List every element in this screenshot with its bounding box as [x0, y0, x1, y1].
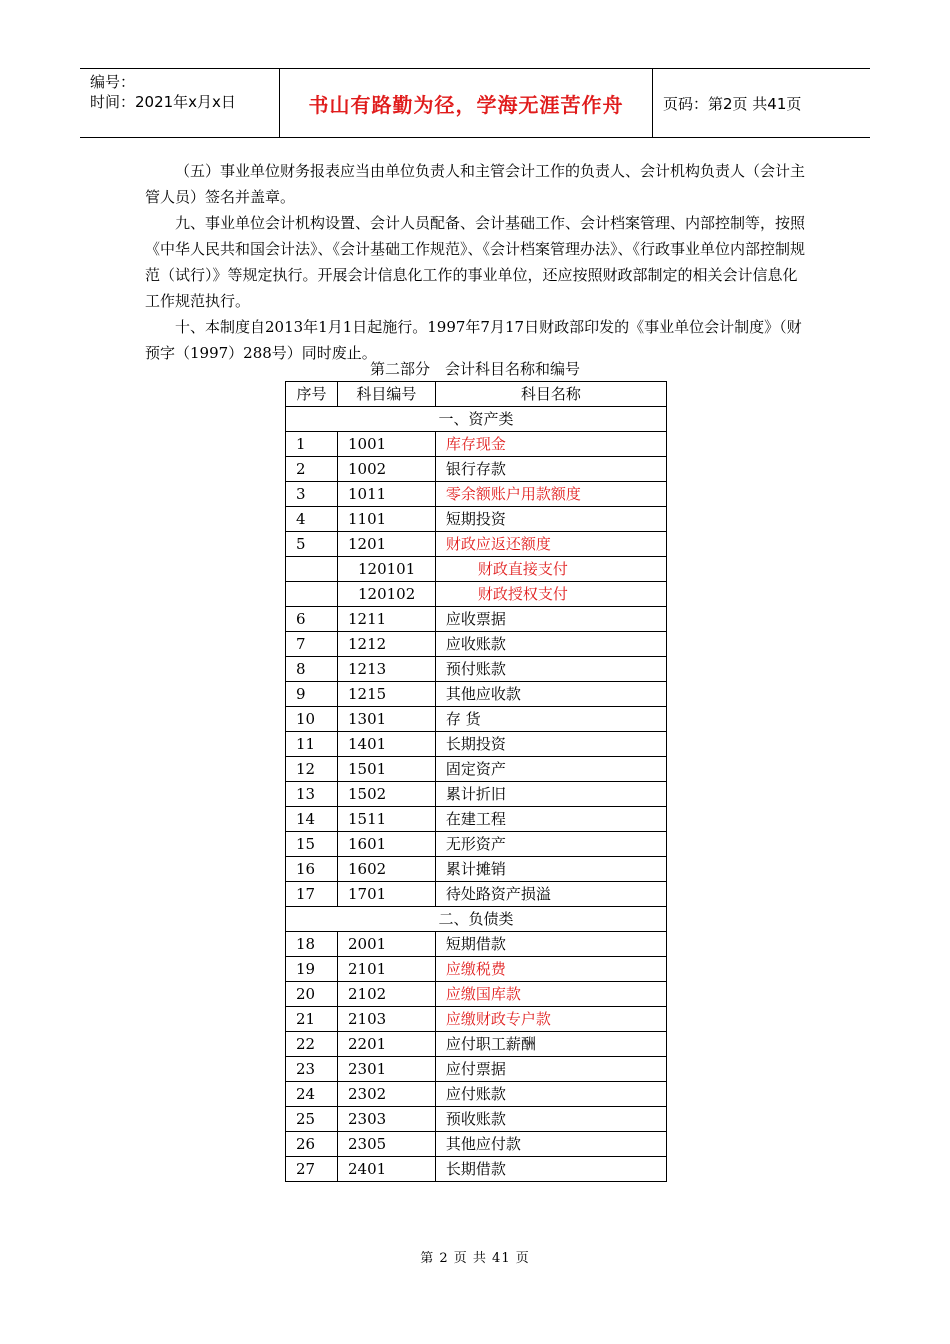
table-row	[286, 1032, 667, 1057]
row-number-cell: 19	[286, 957, 338, 982]
row-number-cell: 24	[286, 1082, 338, 1107]
table-row	[286, 1107, 667, 1132]
table-row	[286, 707, 667, 732]
table-row	[286, 557, 667, 582]
account-name-cell: 财政直接支付	[435, 557, 666, 582]
table-row	[286, 882, 667, 907]
table-row	[286, 432, 667, 457]
account-name-cell: 长期投资	[435, 732, 666, 757]
section-row	[286, 407, 667, 432]
account-code-cell: 1212	[337, 632, 435, 657]
table-row	[286, 857, 667, 882]
row-number-cell: 13	[286, 782, 338, 807]
account-code-cell: 2302	[337, 1082, 435, 1107]
account-code-cell: 1601	[337, 832, 435, 857]
row-number-cell: 22	[286, 1032, 338, 1057]
row-number-cell: 16	[286, 857, 338, 882]
row-number-cell	[286, 582, 338, 607]
account-code-cell: 120102	[337, 582, 435, 607]
row-number-cell: 27	[286, 1157, 338, 1182]
account-code-cell: 1215	[337, 682, 435, 707]
row-number-cell: 7	[286, 632, 338, 657]
account-codes-table	[285, 381, 667, 1182]
account-code-cell: 1511	[337, 807, 435, 832]
account-name-cell: 应付职工薪酬	[435, 1032, 666, 1057]
row-number-cell: 21	[286, 1007, 338, 1032]
row-number-cell: 20	[286, 982, 338, 1007]
paragraph: （五）事业单位财务报表应当由单位负责人和主管会计工作的负责人、会计机构负责人（会计主管人员）签名并盖章。	[145, 162, 806, 206]
table-row	[286, 932, 667, 957]
table-row	[286, 807, 667, 832]
row-number-cell: 26	[286, 1132, 338, 1157]
account-name-cell: 存 货	[435, 707, 666, 732]
table-row	[286, 607, 667, 632]
row-number-cell: 23	[286, 1057, 338, 1082]
account-code-cell: 1002	[337, 457, 435, 482]
account-name-cell: 其他应收款	[435, 682, 666, 707]
account-name-cell: 应收账款	[435, 632, 666, 657]
header-cell-no: 序号	[286, 382, 338, 407]
account-code-cell: 1501	[337, 757, 435, 782]
paragraph: 十、本制度自2013年1月1日起施行。1997年7月17日财政部印发的《事业单位会计制度》（财预字（1997）288号）同时废止。	[145, 318, 802, 362]
header-meta	[80, 69, 280, 137]
row-number-cell: 4	[286, 507, 338, 532]
row-number-cell: 17	[286, 882, 338, 907]
account-code-cell: 1602	[337, 857, 435, 882]
row-number-cell: 11	[286, 732, 338, 757]
table-row	[286, 507, 667, 532]
table-row	[286, 957, 667, 982]
account-code-cell: 2103	[337, 1007, 435, 1032]
account-name-cell: 库存现金	[435, 432, 666, 457]
table-row	[286, 482, 667, 507]
document-time-label: 时间：2021年x月x日	[90, 93, 236, 111]
row-number-cell: 12	[286, 757, 338, 782]
table-row	[286, 457, 667, 482]
account-name-cell: 其他应付款	[435, 1132, 666, 1157]
account-code-cell: 2305	[337, 1132, 435, 1157]
row-number-cell: 15	[286, 832, 338, 857]
account-code-cell: 120101	[337, 557, 435, 582]
account-code-cell: 2201	[337, 1032, 435, 1057]
paragraph: 九、事业单位会计机构设置、会计人员配备、会计基础工作、会计档案管理、内部控制等，按照《中华人民共和国会计法》、《会计基础工作规范》、《会计档案管理办法》、《行政事业单位内部控制规范（试行）》等规定执行。开展会计信息化工作的事业单位，还应按照财政部制定的相关会计信息化工作规范执行。	[145, 214, 806, 310]
account-code-cell: 1301	[337, 707, 435, 732]
account-name-cell: 应收票据	[435, 607, 666, 632]
row-number-cell	[286, 557, 338, 582]
table-row	[286, 1057, 667, 1082]
account-name-cell: 无形资产	[435, 832, 666, 857]
account-code-cell: 1701	[337, 882, 435, 907]
section-label: 一、资产类	[286, 407, 667, 432]
row-number-cell: 5	[286, 532, 338, 557]
account-code-cell: 2301	[337, 1057, 435, 1082]
section-label: 二、负债类	[286, 907, 667, 932]
table-row	[286, 982, 667, 1007]
account-code-cell: 2102	[337, 982, 435, 1007]
row-number-cell: 1	[286, 432, 338, 457]
table-row	[286, 1157, 667, 1182]
row-number-cell: 14	[286, 807, 338, 832]
account-code-cell: 1001	[337, 432, 435, 457]
table-row	[286, 632, 667, 657]
table-body	[286, 407, 667, 1182]
row-number-cell: 6	[286, 607, 338, 632]
row-number-cell: 2	[286, 457, 338, 482]
row-number-cell: 8	[286, 657, 338, 682]
account-code-cell: 1101	[337, 507, 435, 532]
account-name-cell: 短期借款	[435, 932, 666, 957]
account-name-cell: 固定资产	[435, 757, 666, 782]
account-code-cell: 2001	[337, 932, 435, 957]
account-name-cell: 应缴财政专户款	[435, 1007, 666, 1032]
table-row	[286, 832, 667, 857]
account-code-cell: 2401	[337, 1157, 435, 1182]
account-name-cell: 累计折旧	[435, 782, 666, 807]
table-row	[286, 782, 667, 807]
account-name-cell: 应缴国库款	[435, 982, 666, 1007]
row-number-cell: 18	[286, 932, 338, 957]
header-cell-code: 科目编号	[337, 382, 435, 407]
account-code-cell: 2101	[337, 957, 435, 982]
account-code-cell: 1011	[337, 482, 435, 507]
account-name-cell: 零余额账户用款额度	[435, 482, 666, 507]
table-row	[286, 757, 667, 782]
account-name-cell: 待处路资产损溢	[435, 882, 666, 907]
table-row	[286, 1082, 667, 1107]
row-number-cell: 25	[286, 1107, 338, 1132]
account-name-cell: 预付账款	[435, 657, 666, 682]
table-row	[286, 1007, 667, 1032]
account-code-cell: 1211	[337, 607, 435, 632]
document-code-label: 编号：	[90, 73, 136, 91]
row-number-cell: 3	[286, 482, 338, 507]
account-name-cell: 在建工程	[435, 807, 666, 832]
account-code-cell: 1401	[337, 732, 435, 757]
table-header-row	[286, 382, 667, 407]
row-number-cell: 9	[286, 682, 338, 707]
header-page-info: 页码：第2页 共41页	[663, 94, 802, 113]
header-motto: 书山有路勤为径，学海无涯苦作舟	[280, 69, 653, 137]
section-row	[286, 907, 667, 932]
account-name-cell: 财政应返还额度	[435, 532, 666, 557]
table-row	[286, 582, 667, 607]
account-code-cell: 1502	[337, 782, 435, 807]
account-name-cell: 长期借款	[435, 1157, 666, 1182]
page-header	[80, 68, 870, 138]
account-name-cell: 短期投资	[435, 507, 666, 532]
account-name-cell: 累计摊销	[435, 857, 666, 882]
account-code-cell: 1213	[337, 657, 435, 682]
account-name-cell: 预收账款	[435, 1107, 666, 1132]
table-row	[286, 657, 667, 682]
table-row	[286, 682, 667, 707]
account-code-cell: 2303	[337, 1107, 435, 1132]
account-name-cell: 应付账款	[435, 1082, 666, 1107]
account-name-cell: 财政授权支付	[435, 582, 666, 607]
table-title: 第二部分 会计科目名称和编号	[369, 360, 580, 378]
account-name-cell: 应缴税费	[435, 957, 666, 982]
body-text	[145, 158, 805, 366]
row-number-cell: 10	[286, 707, 338, 732]
table-row	[286, 732, 667, 757]
page-footer: 第 2 页 共 41 页	[420, 1251, 530, 1266]
account-name-cell: 银行存款	[435, 457, 666, 482]
table-row	[286, 1132, 667, 1157]
table-row	[286, 532, 667, 557]
header-cell-name: 科目名称	[435, 382, 666, 407]
account-name-cell: 应付票据	[435, 1057, 666, 1082]
account-code-cell: 1201	[337, 532, 435, 557]
